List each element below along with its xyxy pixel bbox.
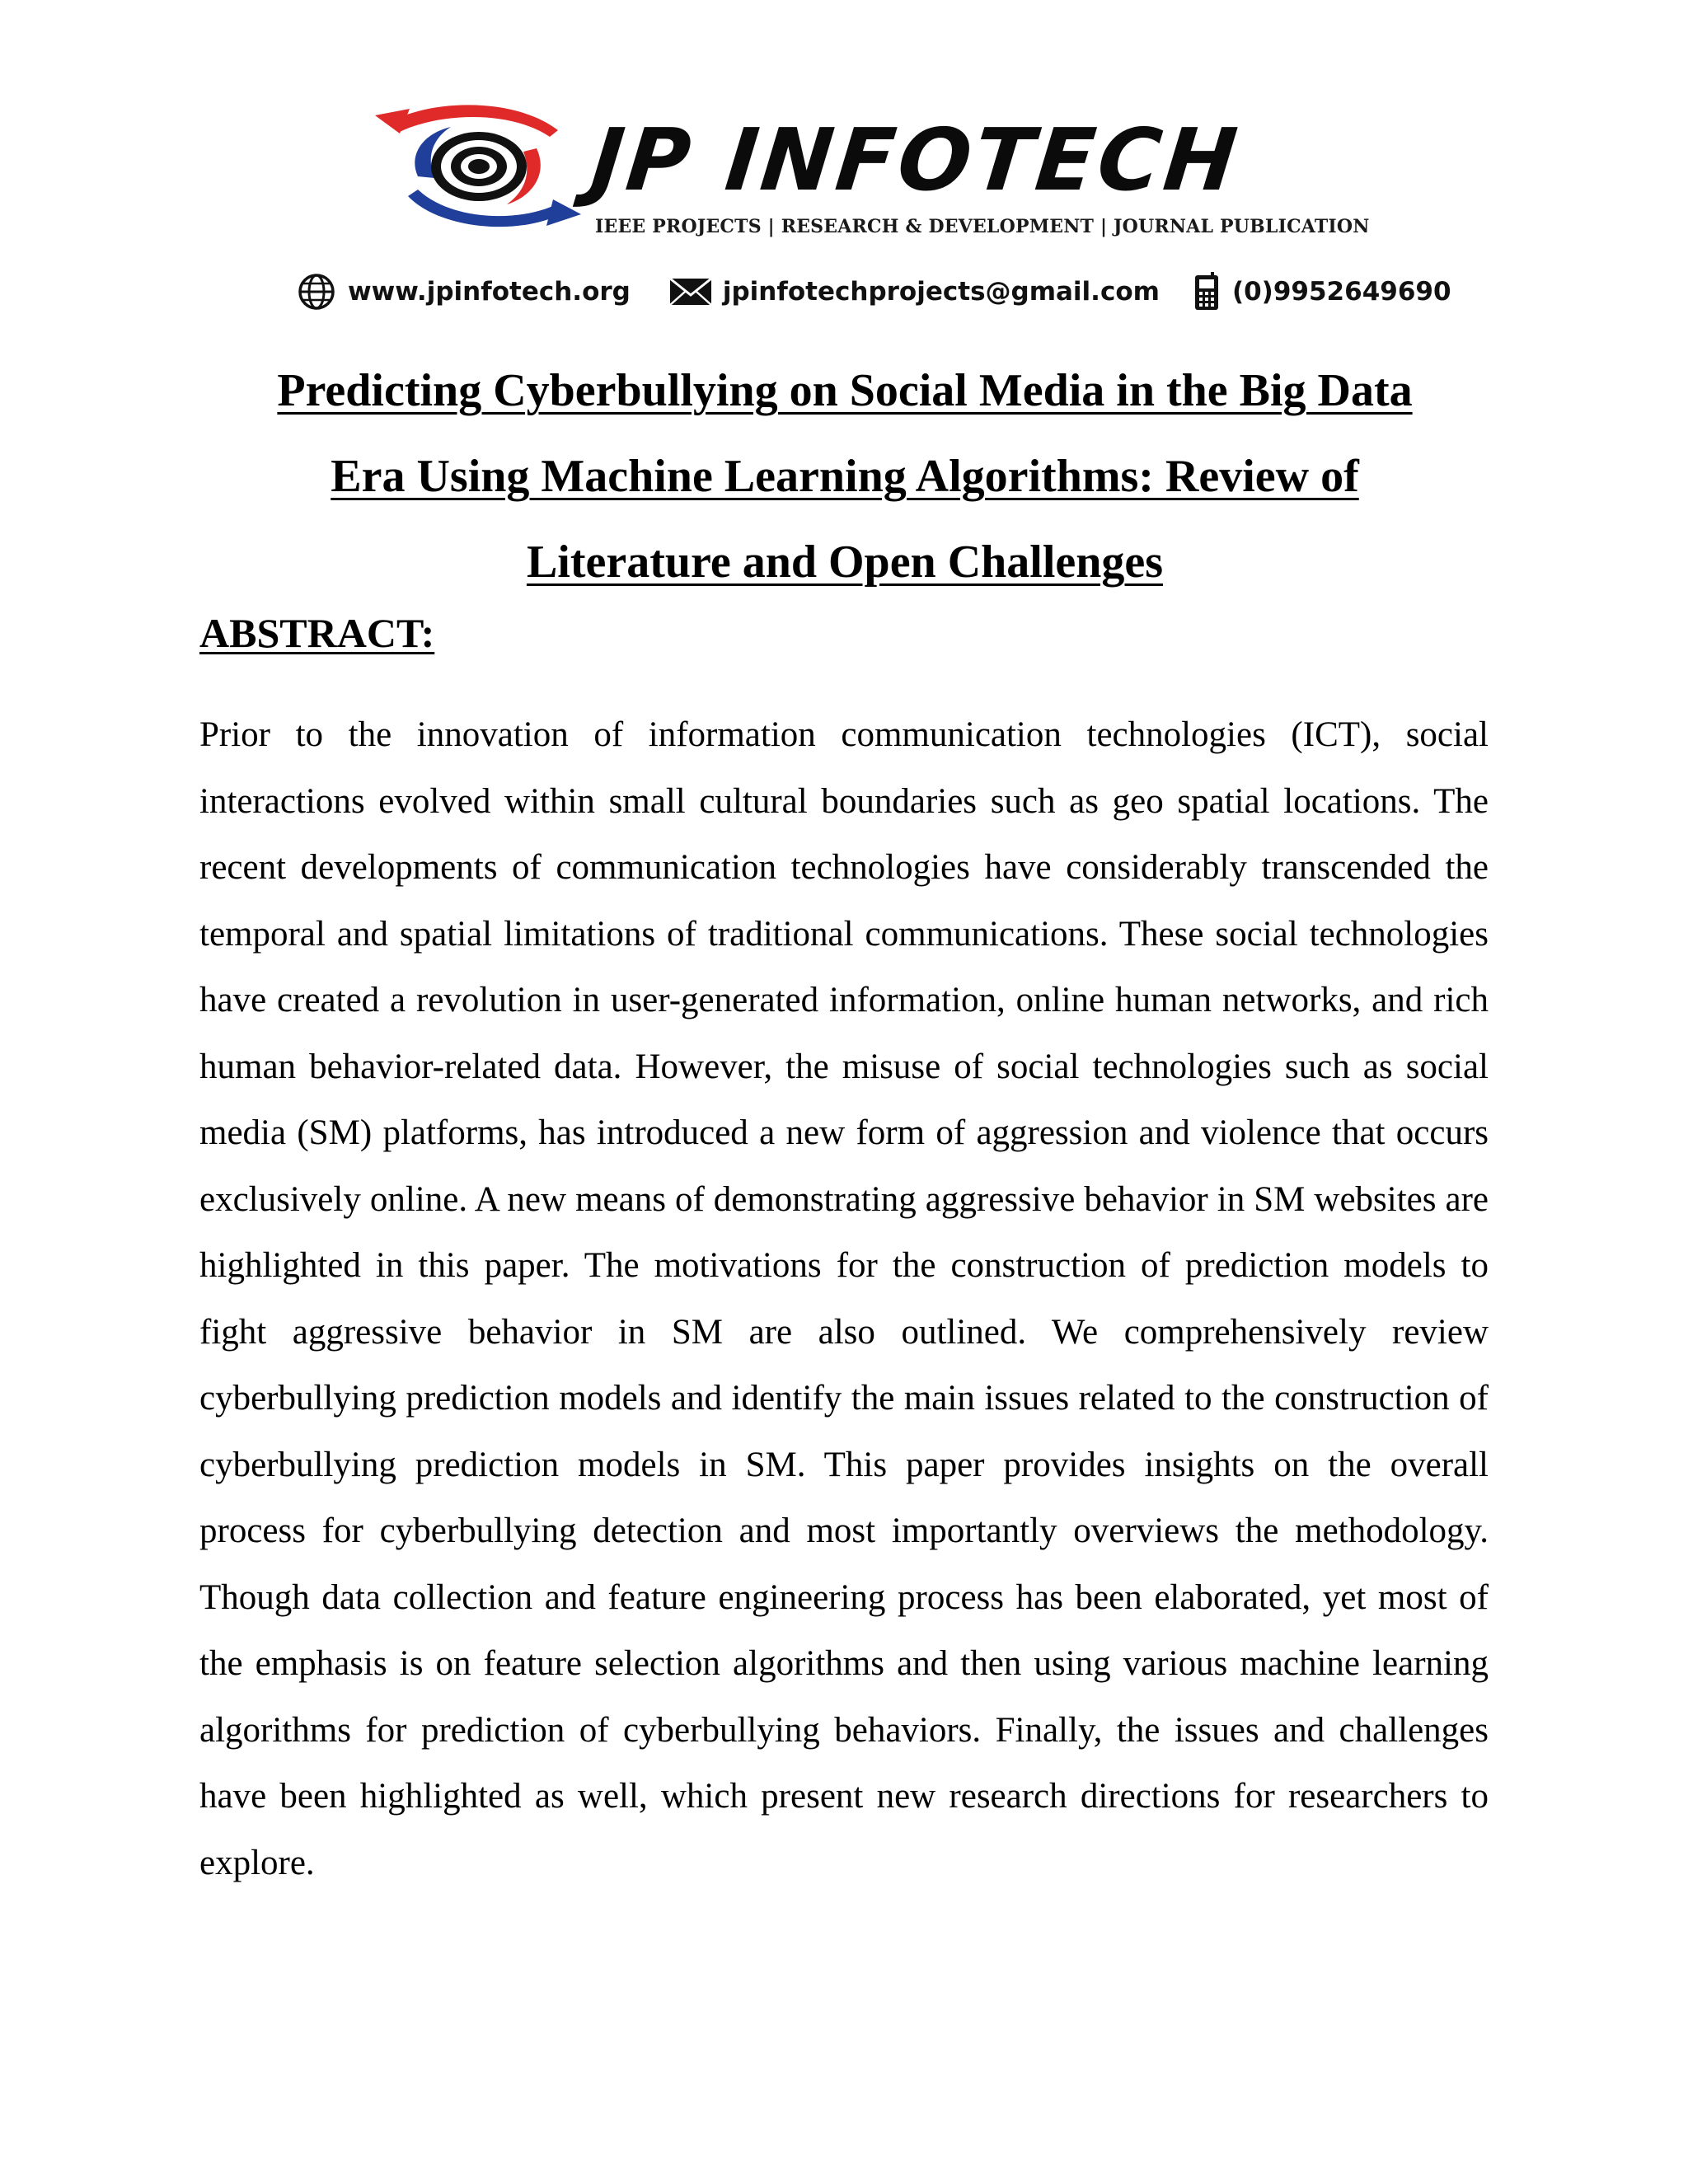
title-line [165,434,1525,519]
phone-number[interactable]: (0)9952649690 [1231,277,1451,307]
abstract-heading: ABSTRACT: [199,610,435,656]
email-link[interactable]: jpinfotechprojects@gmail.com [722,277,1160,307]
title-line-text: Literature and Open Challenges [526,537,1164,588]
contact-row [297,272,1451,312]
letterhead [0,0,1688,330]
title-line-text: Era Using Machine Learning Algorithms: Review of [331,451,1359,502]
mobile-phone-icon [1193,272,1221,312]
title-line [165,519,1525,605]
title-line [165,348,1525,434]
website-link[interactable]: www.jpinfotech.org [348,277,631,307]
email-contact[interactable] [668,275,1160,308]
title-line-text: Predicting Cyberbullying on Social Media in the Big Data [277,365,1413,416]
brand-tagline: IEEE PROJECTS | RESEARCH & DEVELOPMENT | JOURNAL PUBLICATION [595,216,1370,237]
phone-contact[interactable] [1193,272,1451,312]
paper-title [165,348,1525,605]
envelope-icon [668,275,713,308]
abstract-body: Prior to the innovation of information communication technologies (ICT), social interactions evolved within small cultural boundaries such as geo spatial locations. The recent developments of communication technologies have considerably transcended the temporal and spatial limitations of traditional communications. These social technologies have created a revolution in user-generated information, online human networks, and rich human behavior-related data. However, the misuse of social technologies such as social media (SM) platforms, has introduced a new form of aggression and violence that occurs exclusively online. A new means of demonstrating aggressive behavior in SM websites are highlighted in this paper. The motivations for the construction of prediction models to fight aggressive behavior in SM are also outlined. We comprehensively review cyberbullying prediction models and identify the main issues related to the construction of cyberbullying prediction models in SM. This paper provides insights on the overall process for cyberbullying detection and most importantly overviews the methodology. Though data collection and feature engineering process has been elaborated, yet most of the emphasis is on feature selection algorithms and then using various machine learning algorithms for prediction of cyberbullying behaviors. Finally, the issues and challenges have been highlighted as well, which present new research directions for researchers to explore. [199,715,1489,1882]
brand-name: JP INFOTECH [586,110,1245,210]
globe-icon [297,272,336,312]
jp-infotech-logo-icon [375,97,581,237]
website-contact[interactable] [297,272,631,312]
